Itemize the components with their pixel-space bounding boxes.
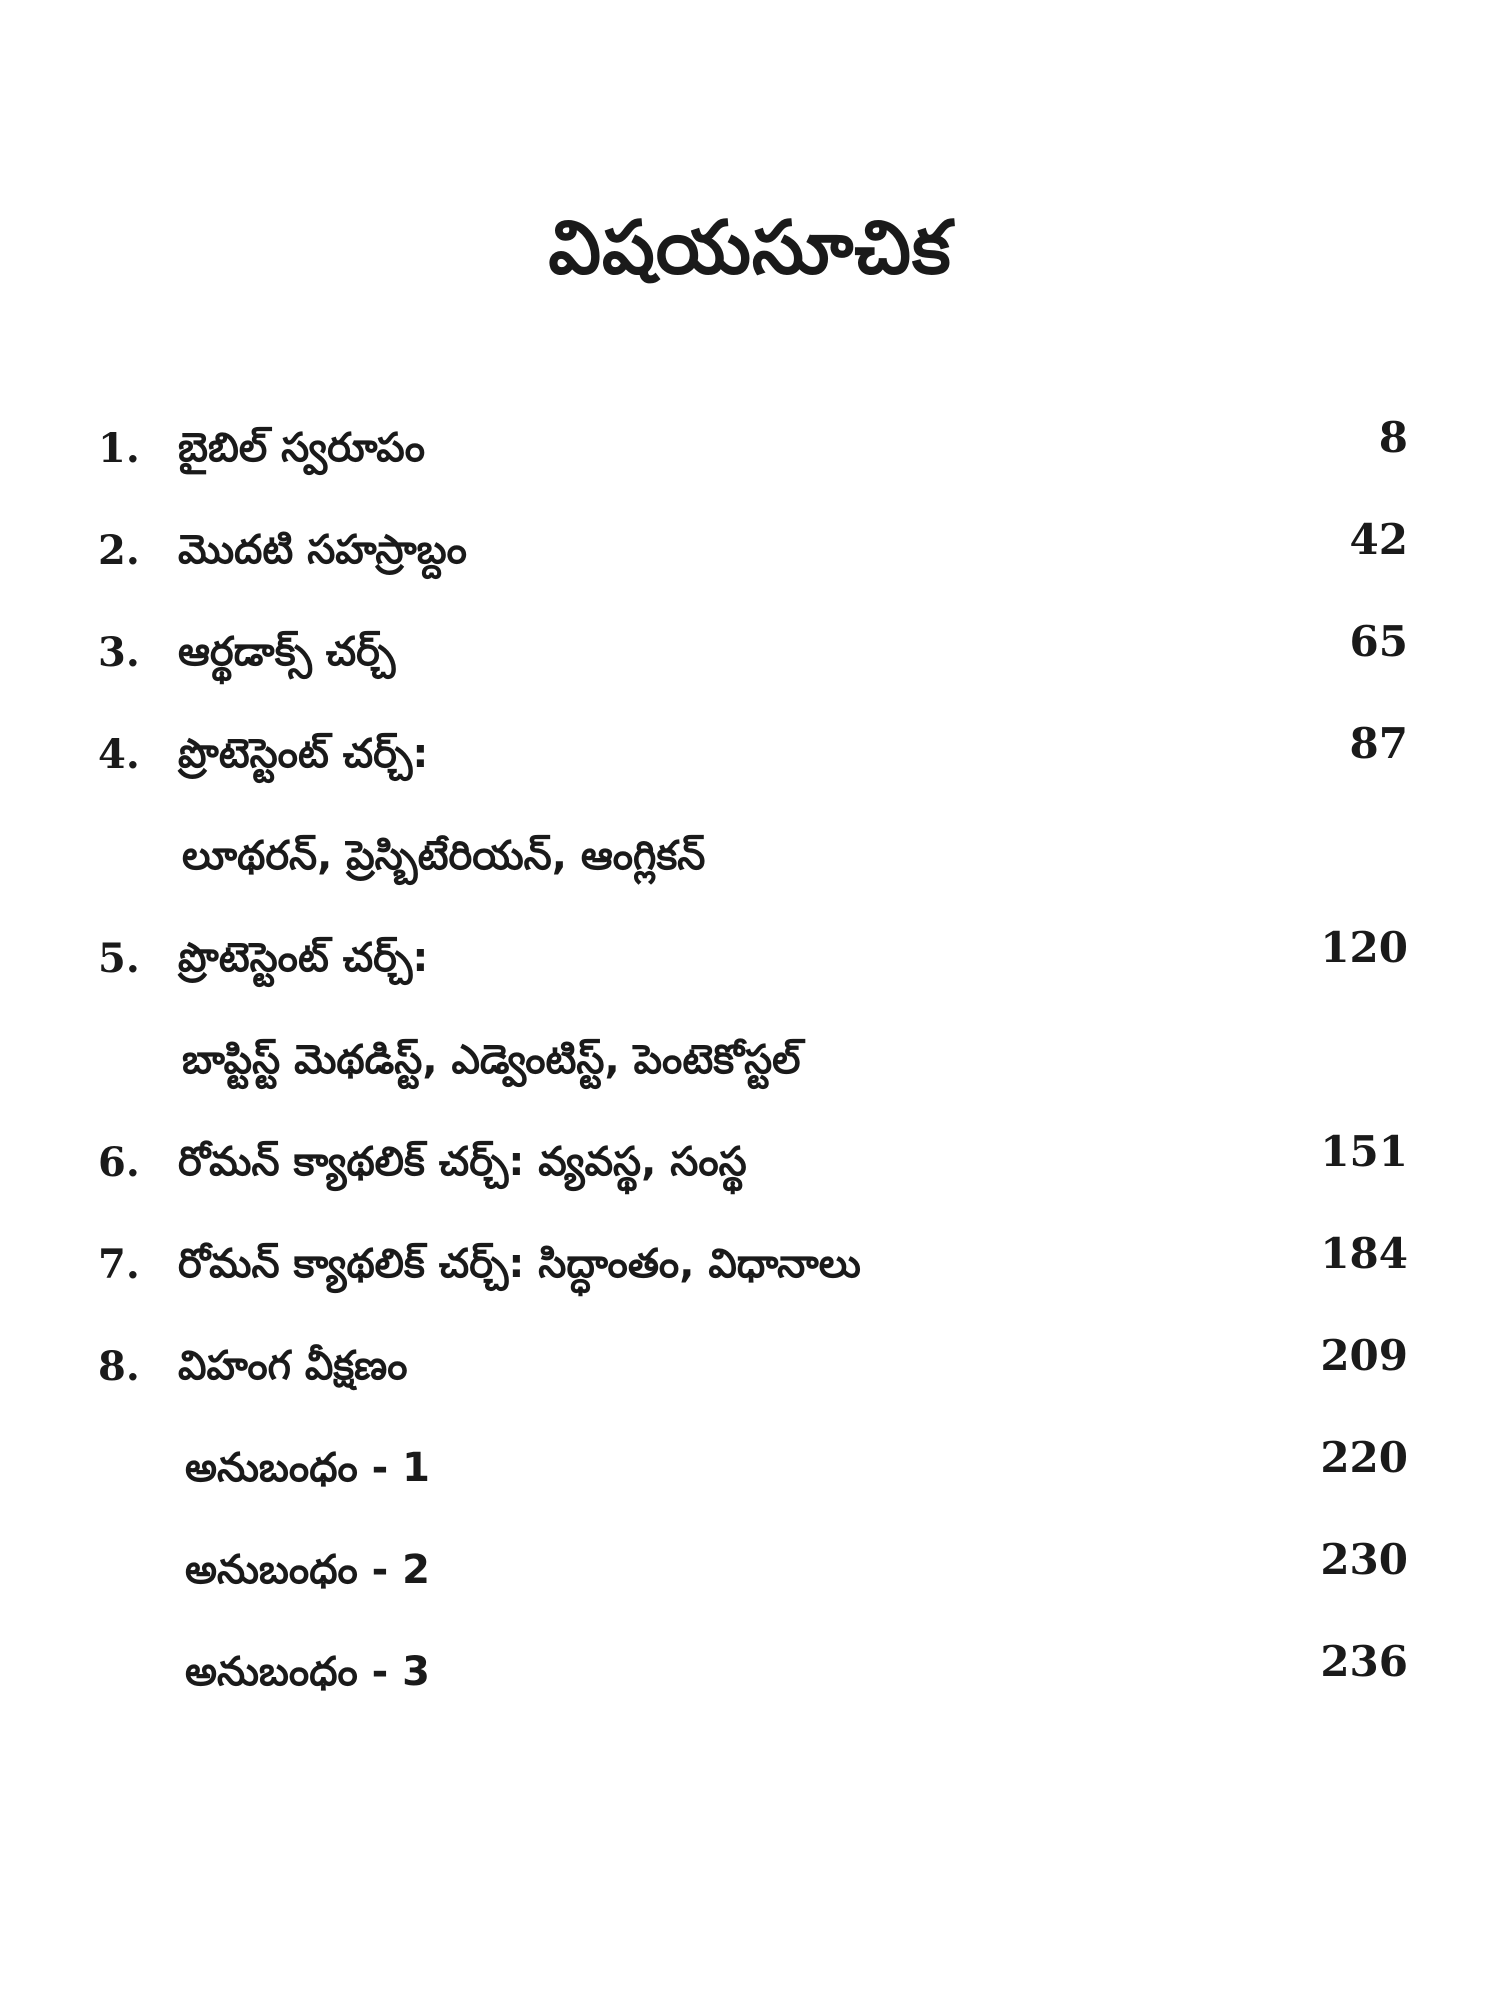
entry-title: ప్రొటెస్టెంట్ చర్చ్: bbox=[178, 731, 429, 777]
toc-entry-5-subtitle bbox=[0, 1037, 1500, 1117]
entry-subtitle: బాప్టిస్ట్ మెథడిస్ట్, ఎడ్వెంటిస్ట్, పెంటెకోస్టల్ bbox=[182, 1037, 801, 1083]
entry-page-number: 120 bbox=[1320, 923, 1408, 972]
entry-title: మొదటి సహస్రాబ్దం bbox=[178, 527, 467, 573]
toc-entry-3 bbox=[0, 617, 1500, 709]
toc-entry-2 bbox=[0, 515, 1500, 607]
toc-entry-8 bbox=[0, 1331, 1500, 1423]
toc-entry-7 bbox=[0, 1229, 1500, 1321]
entry-page-number: 230 bbox=[1320, 1535, 1408, 1584]
entry-number: 8. bbox=[98, 1343, 140, 1390]
entry-page-number: 8 bbox=[1378, 413, 1408, 462]
entry-title: రోమన్ క్యాథలిక్ చర్చ్: సిద్ధాంతం, విధానాలు bbox=[178, 1241, 861, 1287]
entry-page-number: 42 bbox=[1349, 515, 1408, 564]
entry-page-number: 87 bbox=[1349, 719, 1408, 768]
toc-entry-4 bbox=[0, 719, 1500, 811]
entry-title: విహంగ వీక్షణం bbox=[178, 1343, 408, 1389]
toc-entry-4-subtitle bbox=[0, 833, 1500, 913]
page-title: విషయసూచిక bbox=[548, 205, 952, 291]
entry-title: అనుబంధం - 2 bbox=[185, 1547, 431, 1593]
entry-number: 5. bbox=[98, 935, 140, 982]
entry-title: అనుబంధం - 1 bbox=[185, 1445, 431, 1491]
toc-appendix-1 bbox=[0, 1433, 1500, 1525]
entry-title: రోమన్ క్యాథలిక్ చర్చ్: వ్యవస్థ, సంస్థ bbox=[178, 1139, 747, 1185]
entry-number: 7. bbox=[98, 1241, 140, 1288]
toc-appendix-2 bbox=[0, 1535, 1500, 1627]
entry-number: 4. bbox=[98, 731, 140, 778]
entry-title: ఆర్థడాక్స్ చర్చ్ bbox=[178, 629, 396, 675]
entry-title: బైబిల్ స్వరూపం bbox=[178, 425, 426, 471]
entry-page-number: 65 bbox=[1349, 617, 1408, 666]
entry-number: 2. bbox=[98, 527, 140, 574]
toc-entry-5 bbox=[0, 923, 1500, 1015]
entry-page-number: 236 bbox=[1320, 1637, 1408, 1686]
entry-number: 3. bbox=[98, 629, 140, 676]
entry-subtitle: లూథరన్, ప్రెస్బిటేరియన్, ఆంగ్లికన్ bbox=[182, 833, 706, 879]
entry-number: 1. bbox=[98, 425, 140, 472]
toc-entry-1 bbox=[0, 413, 1500, 505]
entry-page-number: 184 bbox=[1320, 1229, 1408, 1278]
entry-title: అనుబంధం - 3 bbox=[185, 1649, 431, 1695]
entry-title: ప్రొటెస్టెంట్ చర్చ్: bbox=[178, 935, 429, 981]
entry-number: 6. bbox=[98, 1139, 140, 1186]
toc-entry-6 bbox=[0, 1127, 1500, 1219]
entry-page-number: 220 bbox=[1320, 1433, 1408, 1482]
toc-appendix-3 bbox=[0, 1637, 1500, 1729]
entry-page-number: 151 bbox=[1320, 1127, 1408, 1176]
entry-page-number: 209 bbox=[1320, 1331, 1408, 1380]
